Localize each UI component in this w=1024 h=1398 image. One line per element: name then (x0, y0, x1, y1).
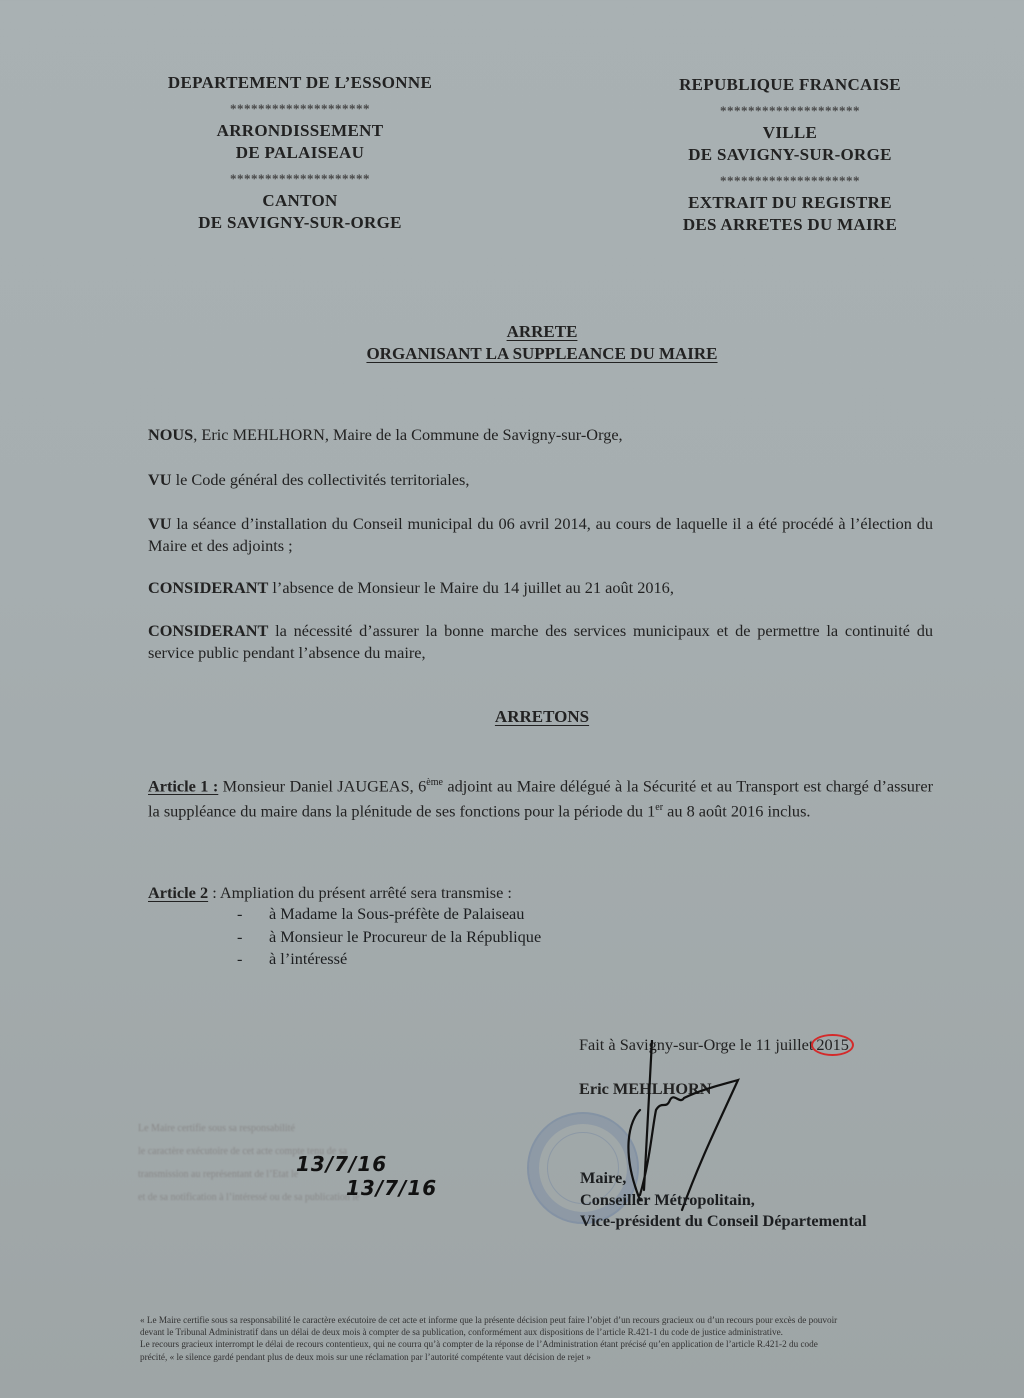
arrondissement-label: ARRONDISSEMENT (216, 121, 384, 140)
recipient-item: - à l’intéressé (237, 949, 348, 968)
separator-stars: ******************** (720, 173, 860, 188)
header-left-block (140, 72, 460, 234)
department-name: DEPARTEMENT DE L’ESSONNE (167, 73, 433, 92)
vu-seance-paragraph: VU la séance d’installation du Conseil municipal du 06 avril 2014, au cours de laquelle il a été procédé à l’élection du Maire et des adjoints ; (148, 514, 933, 555)
handwritten-publication-date: 13/7/16 (346, 1176, 438, 1200)
considerant-continuite-paragraph: CONSIDERANT la nécessité d’assurer la bonne marche des services municipaux et de permettre la continuité du service public pendant l’absence du maire, (148, 621, 933, 662)
handwritten-transmission-date: 13/7/16 (296, 1152, 388, 1176)
header-right-block (640, 74, 940, 236)
certification-block: Le Maire certifie sous sa responsabilité le caractère exécutoire de cet acte compte tenu de sa transmission au représentant de l’Etat le et de sa notification à l’intéressé ou de sa publication le (138, 1123, 360, 1203)
register-label-1: EXTRAIT DU REGISTRE (688, 193, 892, 212)
separator-stars: ******************** (720, 103, 860, 118)
considerant-absence-paragraph: CONSIDERANT l’absence de Monsieur le Maire du 14 juillet au 21 août 2016, (148, 578, 674, 597)
separator-stars: ******************** (230, 101, 370, 116)
arretons-heading: ARRETONS (494, 707, 590, 726)
canton-name: DE SAVIGNY-SUR-ORGE (198, 213, 402, 232)
republic-label: REPUBLIQUE FRANCAISE (679, 75, 901, 94)
legal-notice-footer: « Le Maire certifie sous sa responsabilité le caractère exécutoire de cet acte et informe que la présente décision peut faire l’objet d’un recours gracieux ou d’un recours pour excès de pouvoir devant le Tribunal Administratif dans un délai de deux mois à compter de sa publication, conformément aux dispositions de l’article R.421-1 du code de justice administrative. Le recours gracieux interrompt le délai de recours contentieux, qui ne courra qu’à compter de la réponse de l’Administration étant précisé qu’en application de l’article R.421-2 du code précité, « le silence gardé pendant plus de deux mois sur une réclamation par l’autorité compétente vaut décision de rejet » (140, 1315, 838, 1362)
article-1-label: Article 1 : (148, 776, 219, 796)
separator-stars: ******************** (230, 171, 370, 186)
place-date-line: Fait à Savigny-sur-Orge le 11 juillet 2015 (579, 1034, 854, 1056)
register-label-2: DES ARRETES DU MAIRE (682, 215, 898, 234)
canton-label: CANTON (262, 191, 338, 210)
recipient-list (237, 903, 541, 971)
vu-code-paragraph: VU le Code général des collectivités territoriales, (148, 470, 470, 489)
signatory-titles: Maire, Conseiller Métropolitain, Vice-président du Conseil Départemental (580, 1168, 867, 1230)
title-line-2: ORGANISANT LA SUPPLEANCE DU MAIRE (366, 344, 718, 363)
arrondissement-name: DE PALAISEAU (235, 143, 365, 162)
recipient-item: - à Madame la Sous-préfète de Palaiseau (237, 904, 525, 923)
document-title (0, 321, 1024, 365)
ville-label: VILLE (762, 123, 818, 142)
nous-paragraph: NOUS, Eric MEHLHORN, Maire de la Commune de Savigny-sur-Orge, (148, 425, 623, 444)
signatory-name: Eric MEHLHORN (579, 1079, 712, 1098)
title-line-1: ARRETE (506, 322, 578, 341)
ville-name: DE SAVIGNY-SUR-ORGE (688, 145, 892, 164)
circled-year-annotation: 2015 (811, 1034, 854, 1056)
article-2-label: Article 2 (148, 883, 209, 902)
article-2-paragraph: Article 2 : Ampliation du présent arrêté sera transmise : (148, 883, 512, 902)
recipient-item: - à Monsieur le Procureur de la République (237, 926, 542, 946)
article-1-paragraph: Article 1 : Monsieur Daniel JAUGEAS, 6ème adjoint au Maire délégué à la Sécurité et au Transport est chargé d’assurer la suppléance du maire dans la plénitude de ses fonctions pour la période du 1er au 8 août 2016 inclus. (148, 776, 933, 821)
